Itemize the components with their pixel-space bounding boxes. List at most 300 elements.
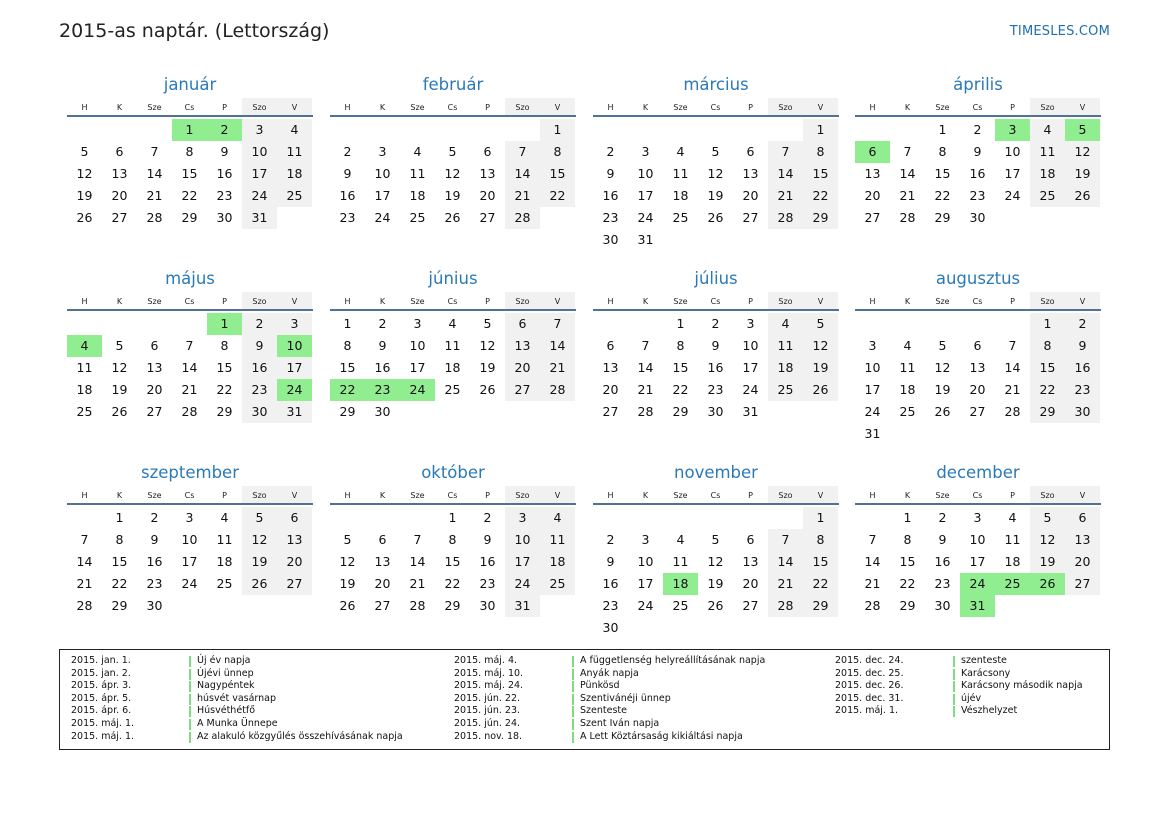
- day-cell: 26: [934, 404, 951, 419]
- legend-marker: [189, 732, 191, 743]
- weekday-label: V: [540, 292, 575, 309]
- day-cell: 23: [934, 576, 951, 591]
- day-cell: 19: [76, 188, 93, 203]
- day-cell: 28: [540, 379, 575, 401]
- month-title: október: [421, 463, 485, 482]
- day-cell: 5: [938, 338, 947, 353]
- weekday-label: P: [222, 103, 227, 112]
- day-cell: 21: [76, 576, 93, 591]
- empty-cell: [768, 507, 803, 529]
- day-cell: 16: [1065, 357, 1100, 379]
- day-cell: 31: [864, 426, 881, 441]
- day-cell: 12: [934, 360, 951, 375]
- legend-holiday-name: Új év napja: [197, 655, 251, 666]
- day-cell: 8: [448, 532, 457, 547]
- legend-date: 2015. nov. 18.: [454, 730, 523, 742]
- empty-cell: [67, 507, 102, 529]
- day-cell: 24: [505, 573, 540, 595]
- day-cell: 28: [1004, 404, 1021, 419]
- legend-date: 2015. jún. 24.: [454, 717, 521, 729]
- day-cell: 9: [606, 554, 615, 569]
- day-cell: 20: [111, 188, 128, 203]
- weekday-label: H: [344, 103, 351, 112]
- day-cell: 2: [483, 510, 492, 525]
- weekday-label: K: [904, 491, 911, 500]
- day-cell: 29: [181, 210, 198, 225]
- day-cell: 25: [444, 382, 461, 397]
- day-grid: [855, 117, 1100, 229]
- weekday-label: V: [1065, 98, 1100, 115]
- legend-row: [454, 731, 765, 744]
- day-cell: 25: [1030, 185, 1065, 207]
- empty-cell: [890, 119, 925, 141]
- day-cell: 6: [606, 338, 615, 353]
- weekday-header: [330, 486, 576, 505]
- day-cell: 23: [602, 598, 619, 613]
- day-cell: 7: [413, 532, 422, 547]
- day-cell: 12: [1030, 529, 1065, 551]
- month-4: [67, 266, 313, 423]
- weekday-label: H: [344, 491, 351, 500]
- day-cell: 18: [409, 188, 426, 203]
- weekday-label: H: [607, 103, 614, 112]
- day-cell: 3: [973, 510, 982, 525]
- day-cell: 3: [505, 507, 540, 529]
- day-cell: 18: [768, 357, 803, 379]
- day-cell: 30: [479, 598, 496, 613]
- day-cell: 7: [768, 529, 803, 551]
- day-cell: 20: [864, 188, 881, 203]
- day-cell: 27: [277, 573, 312, 595]
- day-cell: 13: [479, 166, 496, 181]
- legend-column: [835, 655, 1083, 718]
- holiday-day-cell: 31: [960, 595, 995, 617]
- day-cell: 6: [973, 338, 982, 353]
- day-cell: 30: [707, 404, 724, 419]
- legend-row: [71, 668, 403, 681]
- weekday-label: P: [1010, 297, 1015, 306]
- weekday-label: P: [485, 491, 490, 500]
- day-cell: 27: [146, 404, 163, 419]
- day-cell: 25: [899, 404, 916, 419]
- holiday-day-cell: 1: [207, 313, 242, 335]
- day-cell: 3: [413, 316, 422, 331]
- month-9: [330, 460, 576, 617]
- day-cell: 8: [803, 529, 838, 551]
- day-cell: 25: [540, 573, 575, 595]
- month-11: [855, 460, 1101, 617]
- day-cell: 21: [864, 576, 881, 591]
- day-cell: 18: [540, 551, 575, 573]
- holiday-day-cell: 25: [995, 573, 1030, 595]
- weekday-label: K: [379, 103, 386, 112]
- day-cell: 4: [676, 144, 685, 159]
- day-cell: 22: [899, 576, 916, 591]
- empty-cell: [102, 313, 137, 335]
- day-cell: 4: [1030, 119, 1065, 141]
- holiday-day-cell: 18: [663, 573, 698, 595]
- day-cell: 13: [146, 360, 163, 375]
- empty-cell: [855, 507, 890, 529]
- weekday-header: [330, 98, 576, 117]
- day-cell: 10: [181, 532, 198, 547]
- day-cell: 11: [1004, 532, 1021, 547]
- day-cell: 21: [768, 185, 803, 207]
- day-cell: 10: [1004, 144, 1021, 159]
- weekday-label: P: [222, 491, 227, 500]
- month-8: [67, 460, 313, 617]
- weekday-label: Szo: [1030, 98, 1065, 115]
- legend-date: 2015. jún. 23.: [454, 705, 521, 717]
- weekday-label: H: [869, 491, 876, 500]
- legend-row: [71, 731, 403, 744]
- empty-cell: [102, 119, 137, 141]
- weekday-label: Szo: [242, 486, 277, 503]
- day-cell: 15: [540, 163, 575, 185]
- day-cell: 15: [803, 163, 838, 185]
- day-cell: 26: [76, 210, 93, 225]
- day-cell: 22: [1030, 379, 1065, 401]
- legend-marker: [953, 669, 955, 680]
- legend-marker: [572, 656, 574, 667]
- weekday-label: Sze: [935, 297, 950, 306]
- day-cell: 5: [1030, 507, 1065, 529]
- day-cell: 22: [803, 573, 838, 595]
- day-cell: 27: [505, 379, 540, 401]
- empty-cell: [628, 313, 663, 335]
- weekday-label: P: [485, 297, 490, 306]
- brand-link[interactable]: TIMESLES.COM: [1009, 24, 1110, 39]
- day-cell: 24: [637, 210, 654, 225]
- weekday-label: H: [869, 103, 876, 112]
- day-cell: 3: [277, 313, 312, 335]
- day-cell: 11: [1030, 141, 1065, 163]
- legend-date: 2015. máj. 1.: [835, 705, 899, 717]
- day-cell: 12: [339, 554, 356, 569]
- day-cell: 15: [1030, 357, 1065, 379]
- month-1: [330, 72, 576, 229]
- day-grid: [593, 117, 838, 251]
- weekday-label: V: [277, 292, 312, 309]
- day-cell: 12: [707, 554, 724, 569]
- day-cell: 20: [742, 188, 759, 203]
- holiday-day-cell: 24: [277, 379, 312, 401]
- day-cell: 28: [637, 404, 654, 419]
- day-cell: 12: [1065, 141, 1100, 163]
- day-cell: 10: [969, 532, 986, 547]
- day-cell: 2: [606, 532, 615, 547]
- month-title: július: [694, 269, 738, 288]
- day-cell: 3: [641, 144, 650, 159]
- day-cell: 7: [185, 338, 194, 353]
- legend-holiday-name: Karácsony: [961, 667, 1011, 679]
- day-cell: 18: [672, 188, 689, 203]
- day-cell: 21: [899, 188, 916, 203]
- day-cell: 2: [938, 510, 947, 525]
- day-cell: 13: [864, 166, 881, 181]
- day-cell: 27: [602, 404, 619, 419]
- day-cell: 14: [540, 335, 575, 357]
- legend-marker: [189, 719, 191, 730]
- legend-marker: [572, 694, 574, 705]
- weekday-label: K: [116, 491, 123, 500]
- empty-cell: [137, 313, 172, 335]
- day-cell: 11: [672, 166, 689, 181]
- weekday-label: V: [540, 98, 575, 115]
- day-cell: 26: [111, 404, 128, 419]
- day-cell: 16: [602, 576, 619, 591]
- day-cell: 10: [742, 338, 759, 353]
- day-cell: 10: [637, 166, 654, 181]
- day-cell: 14: [768, 551, 803, 573]
- day-cell: 17: [742, 360, 759, 375]
- day-cell: 31: [505, 595, 540, 617]
- day-cell: 2: [973, 122, 982, 137]
- empty-cell: [400, 119, 435, 141]
- day-cell: 24: [181, 576, 198, 591]
- day-cell: 29: [672, 404, 689, 419]
- day-cell: 11: [768, 335, 803, 357]
- weekday-label: H: [81, 297, 88, 306]
- weekday-label: H: [607, 491, 614, 500]
- weekday-label: V: [1065, 292, 1100, 309]
- day-cell: 16: [969, 166, 986, 181]
- legend-holiday-name: Szent Iván napja: [580, 717, 660, 729]
- day-grid: [330, 505, 575, 617]
- legend-date: 2015. máj. 10.: [454, 667, 524, 679]
- day-cell: 2: [606, 144, 615, 159]
- day-cell: 11: [444, 338, 461, 353]
- day-cell: 24: [242, 185, 277, 207]
- day-cell: 25: [672, 598, 689, 613]
- legend-holiday-name: szenteste: [961, 655, 1007, 666]
- day-cell: 26: [242, 573, 277, 595]
- day-cell: 26: [803, 379, 838, 401]
- day-cell: 19: [934, 382, 951, 397]
- holiday-day-cell: 23: [365, 379, 400, 401]
- legend-holiday-name: Az alakuló közgyűlés összehívásának napja: [197, 730, 403, 742]
- day-cell: 25: [216, 576, 233, 591]
- day-cell: 21: [768, 573, 803, 595]
- day-cell: 28: [768, 595, 803, 617]
- day-cell: 16: [602, 188, 619, 203]
- weekday-label: H: [344, 297, 351, 306]
- empty-cell: [67, 313, 102, 335]
- month-title: december: [936, 463, 1020, 482]
- day-cell: 14: [505, 163, 540, 185]
- day-cell: 12: [242, 529, 277, 551]
- day-cell: 27: [111, 210, 128, 225]
- day-cell: 17: [637, 188, 654, 203]
- weekday-label: Cs: [447, 103, 458, 112]
- month-3: [855, 72, 1101, 229]
- weekday-label: P: [748, 103, 753, 112]
- day-cell: 23: [707, 382, 724, 397]
- legend-date: 2015. ápr. 3.: [71, 680, 132, 692]
- day-cell: 18: [76, 382, 93, 397]
- legend-holiday-name: újév: [961, 692, 982, 704]
- empty-cell: [698, 507, 733, 529]
- day-cell: 15: [444, 554, 461, 569]
- day-cell: 30: [969, 210, 986, 225]
- day-cell: 28: [146, 210, 163, 225]
- day-cell: 17: [1004, 166, 1021, 181]
- weekday-label: K: [642, 491, 649, 500]
- day-grid: [855, 311, 1100, 445]
- day-cell: 29: [339, 404, 356, 419]
- day-cell: 1: [115, 510, 124, 525]
- day-cell: 17: [505, 551, 540, 573]
- legend-row: [71, 718, 403, 731]
- day-cell: 29: [934, 210, 951, 225]
- weekday-label: Szo: [768, 486, 803, 503]
- legend-holiday-name: Anyák napja: [580, 667, 639, 679]
- day-cell: 13: [969, 360, 986, 375]
- day-cell: 25: [409, 210, 426, 225]
- legend-marker: [189, 681, 191, 692]
- day-cell: 9: [711, 338, 720, 353]
- day-cell: 22: [111, 576, 128, 591]
- day-cell: 8: [115, 532, 124, 547]
- weekday-label: K: [642, 297, 649, 306]
- day-cell: 9: [483, 532, 492, 547]
- holiday-day-cell: 1: [172, 119, 207, 141]
- legend-date: 2015. máj. 24.: [454, 680, 524, 692]
- month-title: január: [163, 75, 217, 94]
- empty-cell: [995, 313, 1030, 335]
- weekday-label: V: [1065, 486, 1100, 503]
- month-title: november: [674, 463, 758, 482]
- weekday-label: Szo: [242, 98, 277, 115]
- day-cell: 6: [1065, 507, 1100, 529]
- holiday-day-cell: 6: [855, 141, 890, 163]
- day-cell: 26: [479, 382, 496, 397]
- holiday-day-cell: 10: [277, 335, 312, 357]
- weekday-label: P: [748, 297, 753, 306]
- day-cell: 6: [277, 507, 312, 529]
- holiday-day-cell: 24: [400, 379, 435, 401]
- holiday-day-cell: 3: [995, 119, 1030, 141]
- weekday-header: [67, 292, 313, 311]
- legend-row: [71, 693, 403, 706]
- legend-marker: [189, 656, 191, 667]
- day-cell: 3: [378, 144, 387, 159]
- empty-cell: [593, 507, 628, 529]
- weekday-header: [593, 486, 839, 505]
- day-cell: 7: [768, 141, 803, 163]
- weekday-header: [855, 486, 1101, 505]
- day-cell: 20: [742, 576, 759, 591]
- legend-date: 2015. máj. 1.: [71, 730, 135, 742]
- weekday-label: V: [803, 486, 838, 503]
- day-cell: 19: [1030, 551, 1065, 573]
- day-cell: 14: [1004, 360, 1021, 375]
- day-cell: 12: [479, 338, 496, 353]
- weekday-label: K: [379, 491, 386, 500]
- day-cell: 24: [742, 382, 759, 397]
- weekday-label: Cs: [972, 491, 983, 500]
- legend-marker: [953, 694, 955, 705]
- month-0: [67, 72, 313, 229]
- legend-holiday-name: Húsvéthétfő: [197, 705, 256, 717]
- empty-cell: [628, 119, 663, 141]
- empty-cell: [330, 119, 365, 141]
- day-cell: 5: [242, 507, 277, 529]
- weekday-label: P: [748, 491, 753, 500]
- day-cell: 30: [1065, 401, 1100, 423]
- day-cell: 29: [444, 598, 461, 613]
- day-cell: 27: [969, 404, 986, 419]
- weekday-label: Cs: [972, 103, 983, 112]
- legend-date: 2015. ápr. 5.: [71, 692, 132, 704]
- weekday-label: Sze: [410, 491, 425, 500]
- day-cell: 1: [343, 316, 352, 331]
- day-cell: 23: [479, 576, 496, 591]
- day-cell: 7: [868, 532, 877, 547]
- day-cell: 9: [606, 166, 615, 181]
- empty-cell: [470, 119, 505, 141]
- weekday-label: K: [904, 103, 911, 112]
- day-cell: 27: [374, 598, 391, 613]
- day-cell: 12: [444, 166, 461, 181]
- day-cell: 15: [111, 554, 128, 569]
- day-cell: 18: [444, 360, 461, 375]
- weekday-header: [593, 292, 839, 311]
- day-grid: [330, 117, 575, 229]
- legend-row: [835, 680, 1083, 693]
- day-cell: 3: [185, 510, 194, 525]
- legend-holiday-name: Nagypéntek: [197, 680, 255, 692]
- weekday-label: Szo: [1030, 292, 1065, 309]
- day-grid: [855, 505, 1100, 617]
- day-cell: 8: [1030, 335, 1065, 357]
- day-cell: 22: [934, 188, 951, 203]
- page-title: 2015-as naptár. (Lettország): [59, 20, 330, 42]
- empty-cell: [593, 119, 628, 141]
- day-cell: 4: [220, 510, 229, 525]
- day-cell: 24: [374, 210, 391, 225]
- day-cell: 11: [672, 554, 689, 569]
- legend-marker: [189, 694, 191, 705]
- day-cell: 8: [185, 144, 194, 159]
- day-cell: 4: [676, 532, 685, 547]
- empty-cell: [733, 119, 768, 141]
- day-cell: 1: [803, 507, 838, 529]
- empty-cell: [365, 507, 400, 529]
- day-cell: 21: [409, 576, 426, 591]
- day-cell: 3: [242, 119, 277, 141]
- day-cell: 19: [1065, 163, 1100, 185]
- day-cell: 15: [672, 360, 689, 375]
- day-cell: 1: [803, 119, 838, 141]
- day-cell: 18: [216, 554, 233, 569]
- day-cell: 8: [938, 144, 947, 159]
- day-cell: 15: [934, 166, 951, 181]
- day-cell: 30: [146, 598, 163, 613]
- day-cell: 17: [277, 357, 312, 379]
- day-cell: 1: [938, 122, 947, 137]
- legend-holiday-name: A Lett Köztársaság kikiáltási napja: [580, 730, 743, 742]
- legend-row: [454, 668, 765, 681]
- empty-cell: [435, 119, 470, 141]
- day-cell: 29: [216, 404, 233, 419]
- day-cell: 4: [448, 316, 457, 331]
- weekday-label: K: [904, 297, 911, 306]
- legend-holiday-name: Vészhelyzet: [961, 705, 1018, 717]
- day-cell: 29: [1030, 401, 1065, 423]
- weekday-label: P: [1010, 491, 1015, 500]
- legend-date: 2015. máj. 4.: [454, 655, 518, 666]
